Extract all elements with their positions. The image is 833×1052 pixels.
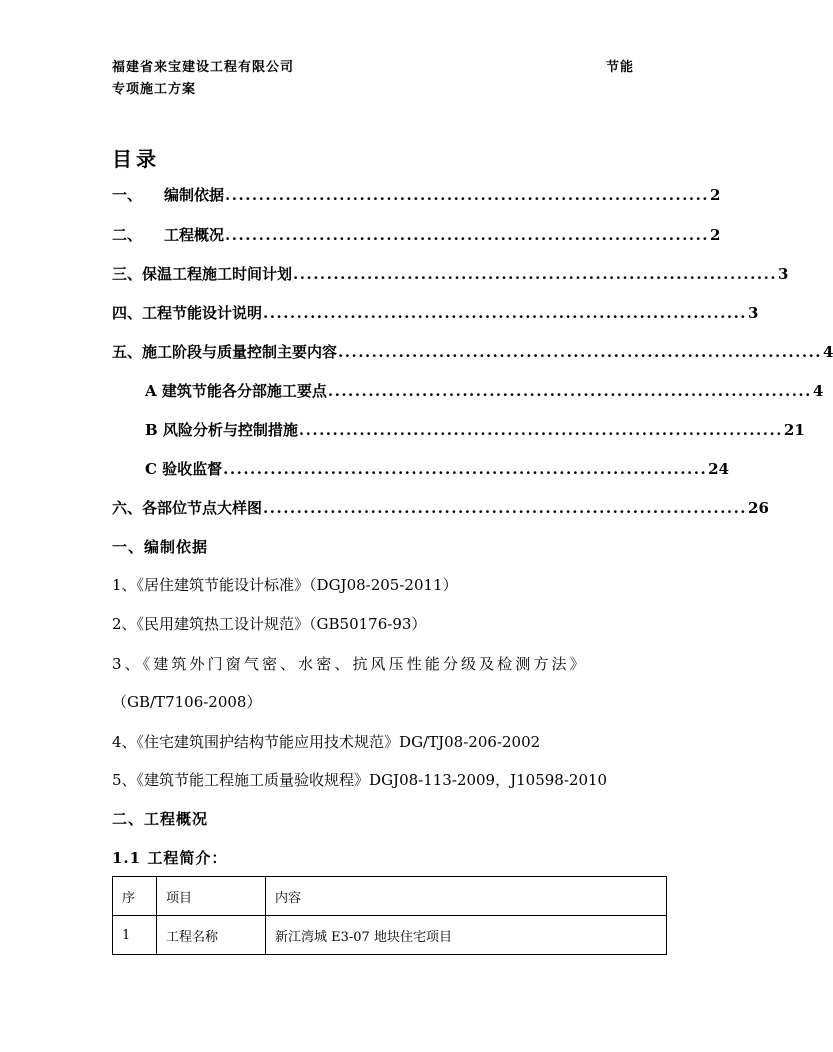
toc-item-page: 2 [710, 186, 721, 204]
toc-item-page: 2 [710, 226, 721, 244]
toc-leader-dots: ........................................................................ [225, 226, 710, 244]
toc-item-label: 编制依据 [164, 186, 225, 204]
header-right-label: 节能 [606, 60, 635, 75]
reference-item: 5、《建筑节能工程施工质量验收规程》DGJ08-113-2009，J10598-2010 [112, 771, 608, 789]
toc-item-label: B 风险分析与控制措施 [145, 421, 298, 439]
toc-item-label: C 验收监督 [145, 460, 223, 478]
reference-item: 4、《住宅建筑围护结构节能应用技术规范》DG/TJ08-206-2002 [112, 733, 541, 751]
header-company-name: 福建省来宝建设工程有限公司 [112, 60, 295, 75]
toc-item-number: 二、 [112, 226, 143, 244]
table-cell: 新江湾城 E3-07 地块住宅项目 [266, 916, 667, 955]
toc-leader-dots: ........................................................................ [338, 343, 823, 361]
toc-item-page: 4 [812, 382, 824, 400]
header-subtitle: 专项施工方案 [112, 82, 197, 97]
table-cell: 1 [113, 916, 157, 955]
toc-item-number: 四、 [112, 304, 143, 322]
toc-item[interactable] [112, 184, 721, 205]
toc-leader-dots: ........................................................................ [293, 265, 778, 283]
toc-item-label: 工程概况 [164, 226, 225, 244]
toc-item-label: 工程节能设计说明 [142, 304, 263, 322]
project-info-table [112, 876, 667, 955]
toc-item-number: 三、 [112, 265, 143, 283]
toc-leader-dots: ........................................................................ [263, 304, 748, 322]
toc-leader-dots: ........................................................................ [263, 499, 748, 517]
table-header-row [113, 877, 667, 916]
toc-item-page: 3 [778, 265, 789, 283]
section-heading: 二、工程概况 [112, 810, 209, 828]
toc-leader-dots: ........................................................................ [327, 382, 812, 400]
toc-item[interactable] [112, 224, 721, 245]
toc-item-label: 保温工程施工时间计划 [142, 265, 293, 283]
toc-item[interactable] [112, 497, 769, 518]
toc-item-label: A 建筑节能各分部施工要点 [145, 382, 327, 400]
toc-title: 目录 [112, 147, 160, 171]
toc-item-page: 4 [823, 343, 833, 361]
toc-item-number: 六、 [112, 499, 143, 517]
toc-item-page: 26 [748, 499, 769, 517]
toc-leader-dots: ........................................................................ [225, 186, 710, 204]
toc-sub-item[interactable] [145, 419, 805, 440]
reference-item-continued: （GB/T7106-2008） [112, 693, 262, 711]
reference-item: 1、《居住建筑节能设计标准》（DGJ08-205-2011） [112, 576, 458, 594]
toc-sub-item[interactable] [145, 380, 824, 401]
toc-item-page: 24 [708, 460, 730, 478]
toc-item[interactable] [112, 302, 759, 323]
reference-item: 3、《建筑外门窗气密、水密、抗风压性能分级及检测方法》 [112, 655, 588, 673]
toc-item-label: 各部位节点大样图 [142, 499, 263, 517]
toc-leader-dots: ........................................................................ [298, 421, 783, 439]
section-heading: 一、编制依据 [112, 538, 209, 556]
table-header-cell: 序 [113, 877, 157, 916]
toc-item-page: 21 [783, 421, 805, 439]
toc-item-page: 3 [748, 304, 759, 322]
toc-item-number: 一、 [112, 186, 143, 204]
toc-item[interactable] [112, 341, 833, 362]
toc-item-label: 施工阶段与质量控制主要内容 [142, 343, 338, 361]
table-header-cell: 项目 [157, 877, 266, 916]
toc-item-number: 五、 [112, 343, 143, 361]
table-row [113, 916, 667, 955]
reference-item: 2、《民用建筑热工设计规范》（GB50176-93） [112, 615, 427, 633]
subsection-heading: 1.1 工程简介： [112, 849, 228, 867]
toc-item[interactable] [112, 263, 789, 284]
table-header-cell: 内容 [266, 877, 667, 916]
table-cell: 工程名称 [157, 916, 266, 955]
toc-sub-item[interactable] [145, 458, 730, 479]
toc-leader-dots: ........................................................................ [223, 460, 708, 478]
